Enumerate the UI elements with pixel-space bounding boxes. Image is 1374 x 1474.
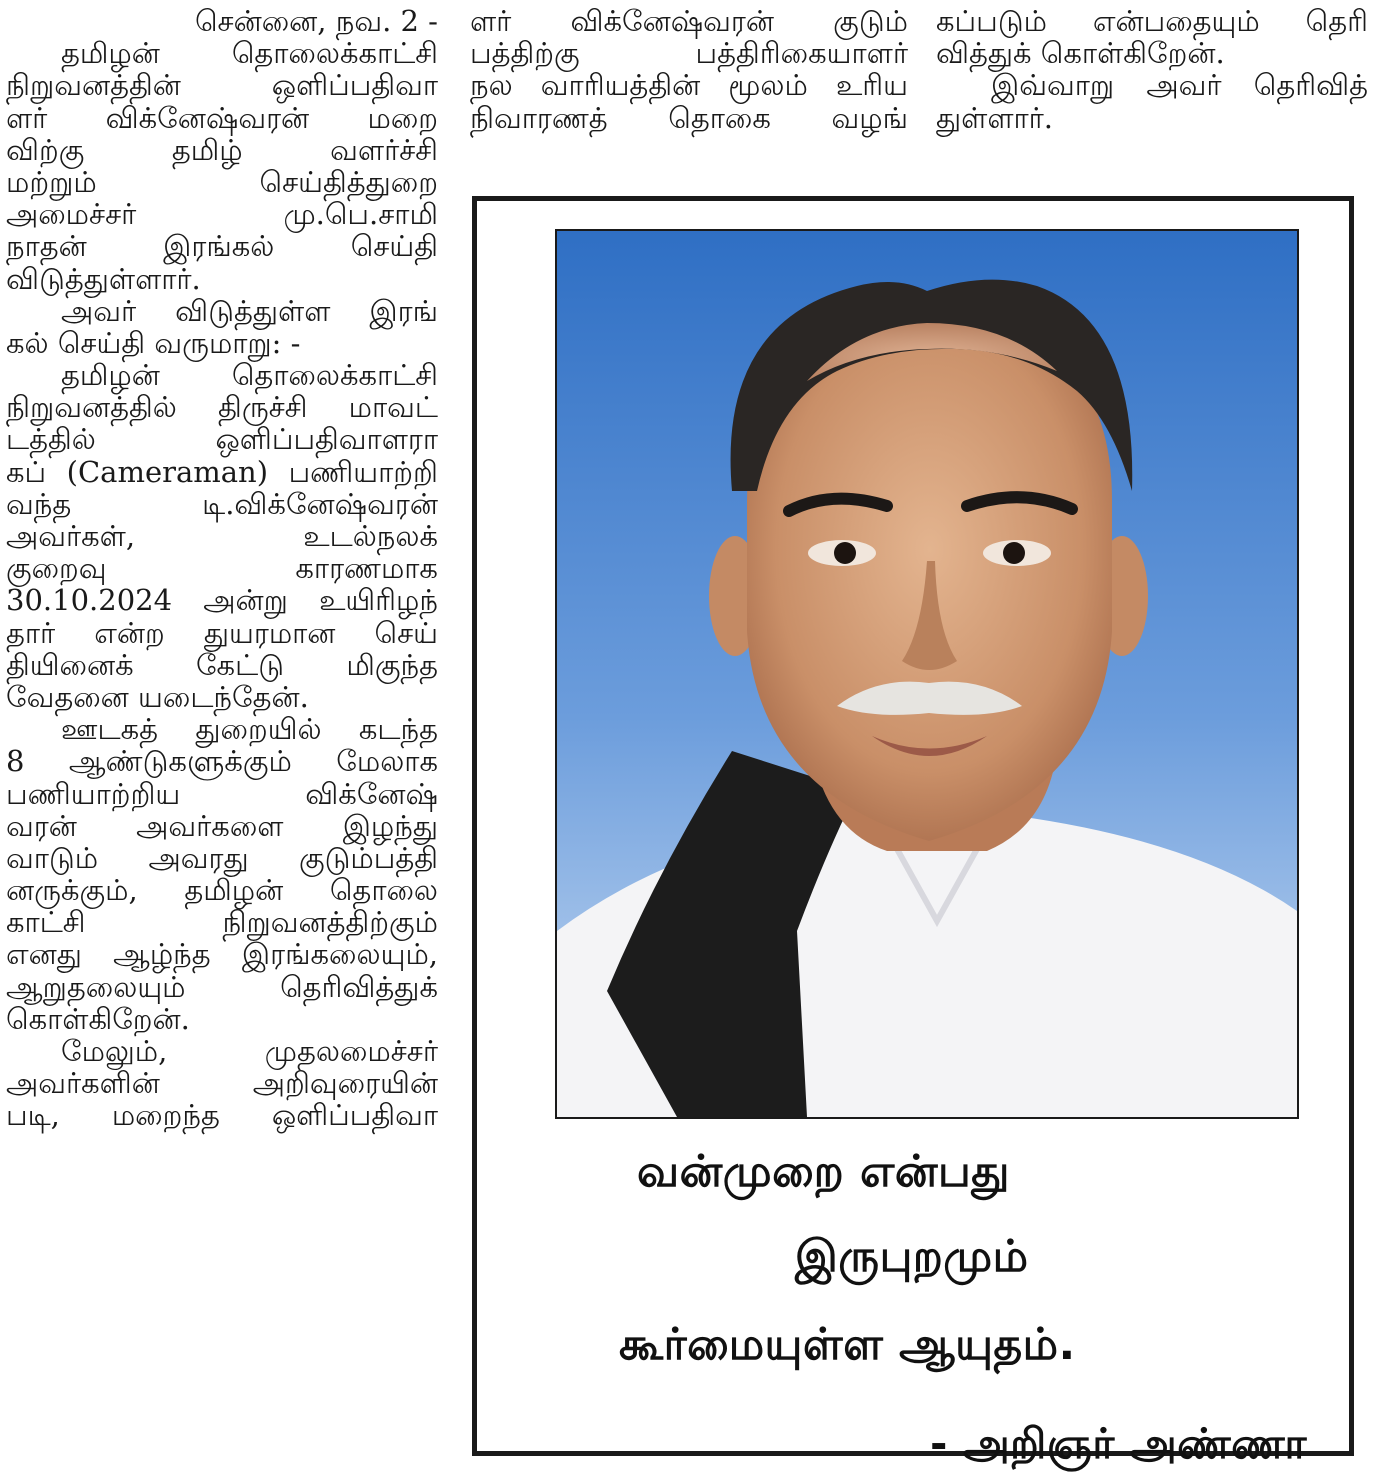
article-line: கொள்கிறேன். [6, 1001, 190, 1036]
article-line: 8 ஆண்டுகளுக்கும் மேலாக [6, 744, 438, 779]
article-line: அவர்கள், உடல்நலக் [6, 519, 438, 553]
article-line: ளர் விக்னேஷ்வரன் மறை [6, 100, 438, 135]
quote-line-2: இருபுறமும் [795, 1231, 1029, 1282]
article-line: நிறுவனத்தில் திருச்சி மாவட் [6, 390, 438, 425]
article-line: ளர் விக்னேஷ்வரன் குடும் [470, 4, 908, 38]
article-line: காட்சி நிறுவனத்திற்கும் [6, 905, 438, 940]
article-line: வரன் அவர்களை இழந்து [6, 808, 438, 843]
article-line: கப்படும் என்பதையும் தெரி [936, 4, 1368, 38]
article-line: வந்த டி.விக்னேஷ்வரன் [6, 486, 438, 521]
article-column-1 [6, 5, 438, 1132]
portrait-photo [555, 229, 1299, 1119]
article-line: னருக்கும், தமிழன் தொலை [6, 873, 438, 908]
article-line: சென்னை, நவ. 2 - [194, 4, 438, 38]
article-line: மற்றும் செய்தித்துறை [6, 164, 438, 199]
article-line: நாதன் இரங்கல் செய்தி [6, 229, 438, 264]
article-line: பணியாற்றிய விக்னேஷ் [6, 776, 438, 811]
article-line: விடுத்துள்ளார். [6, 261, 201, 296]
article-line: துள்ளார். [936, 100, 1054, 135]
article-column-2 [470, 5, 908, 134]
article-column-3 [936, 5, 1368, 134]
article-line: தமிழன் தொலைக்காட்சி [61, 36, 438, 71]
article-line: நிறுவனத்தின் ஒளிப்பதிவா [6, 68, 438, 103]
article-line: நல வாரியத்தின் மூலம் உரிய [470, 68, 908, 103]
quote-line-1: வன்முறை என்பது [637, 1146, 1010, 1197]
article-line: ஊடகத் துறையில் கடந்த [61, 712, 438, 747]
article-line: எனது ஆழ்ந்த இரங்கலையும், [6, 937, 438, 972]
article-line: மேலும், முதலமைச்சர் [61, 1034, 438, 1068]
article-line: பத்திற்கு பத்திரிகையாளர் [470, 36, 908, 71]
article-line: தார் என்ற துயரமான செய் [6, 615, 438, 650]
article-line: 30.10.2024 அன்று உயிரிழந் [6, 583, 438, 618]
quote-box [472, 196, 1354, 1468]
article-line: நிவாரணத் தொகை வழங் [470, 100, 908, 135]
article-line: ஆறுதலையும் தெரிவித்துக் [6, 969, 438, 1004]
article-line: அவர் விடுத்துள்ள இரங் [61, 293, 438, 328]
article-line: கப் (Cameraman) பணியாற்றி [6, 454, 438, 489]
article-line: விற்கு தமிழ் வளர்ச்சி [6, 132, 438, 167]
article-line: டத்தில் ஒளிப்பதிவாளரா [6, 422, 438, 457]
quote-author: - அறிஞர் அண்ணா [929, 1419, 1307, 1468]
article-line: படி, மறைந்த ஒளிப்பதிவா [6, 1098, 438, 1133]
quote-line-3: கூர்மையுள்ள ஆயுதம். [619, 1319, 1076, 1370]
portrait-illustration [557, 231, 1297, 1117]
article-line: வித்துக் கொள்கிறேன். [936, 36, 1225, 71]
article-line: வேதனை யடைந்தேன். [6, 679, 309, 714]
article-line: குறைவு காரணமாக [6, 551, 438, 586]
article-line: கல் செய்தி வருமாறு: - [6, 325, 301, 360]
article-line: தமிழன் தொலைக்காட்சி [61, 358, 438, 393]
article-line: தியினைக் கேட்டு மிகுந்த [6, 647, 438, 682]
article-line: இவ்வாறு அவர் தெரிவித் [991, 68, 1368, 103]
article-line: அவர்களின் அறிவுரையின் [6, 1066, 438, 1101]
article-line: அமைச்சர் மு.பெ.சாமி [6, 197, 438, 232]
article-line: வாடும் அவரது குடும்பத்தி [6, 840, 438, 875]
